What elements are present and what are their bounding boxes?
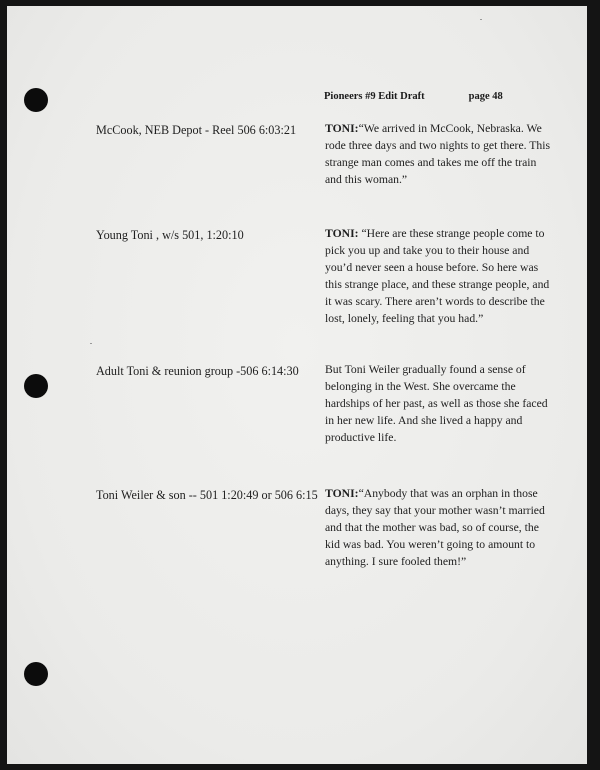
speaker-label: TONI: xyxy=(325,227,359,240)
speaker-label: TONI: xyxy=(325,487,359,500)
narration-text: But Toni Weiler gradually found a sense of belonging in the West. She overcame the hardships of her past, as well as those she faced in her new life. And she lived a happy and productive life. xyxy=(325,363,548,445)
speaker-label: TONI: xyxy=(325,122,359,135)
shot-description: McCook, NEB Depot - Reel 506 6:03:21 xyxy=(96,123,297,137)
page-number: page 48 xyxy=(468,91,503,102)
narration-block xyxy=(325,361,551,446)
punch-hole-middle xyxy=(24,374,48,398)
punch-hole-top xyxy=(24,88,48,112)
shot-description: Adult Toni & reunion group -506 6:14:30 xyxy=(96,364,299,378)
narration-block xyxy=(325,120,551,188)
narration-text: “Anybody that was an orphan in those days, they say that your mother wasn’t married and that the mother was bad, so of course, the kid was bad. You weren’t going to amount to anything. I sure fooled them!” xyxy=(325,487,545,569)
narration-block xyxy=(325,485,551,570)
narration-text: “We arrived in McCook, Nebraska. We rode three days and two nights to get there. This strange man comes and takes me off the train and this woman.” xyxy=(325,122,551,187)
punch-hole-bottom xyxy=(24,662,48,686)
page-header xyxy=(324,91,503,102)
narration-block xyxy=(325,225,551,328)
document-title: Pioneers #9 Edit Draft xyxy=(324,91,425,102)
paper-speck xyxy=(90,343,92,344)
shot-description: Young Toni , w/s 501, 1:20:10 xyxy=(96,228,244,242)
shot-description: Toni Weiler & son -- 501 1:20:49 or 506 6:15 xyxy=(96,488,318,502)
paper-speck xyxy=(480,19,482,20)
paper-sheet xyxy=(7,6,587,764)
narration-text: “Here are these strange people come to pick you up and take you to their house and you’d never seen a house before. So here was this strange place, and these strange people, and it was scary. There aren’t words to describe the lost, lonely, feeling that you had.” xyxy=(325,227,550,326)
